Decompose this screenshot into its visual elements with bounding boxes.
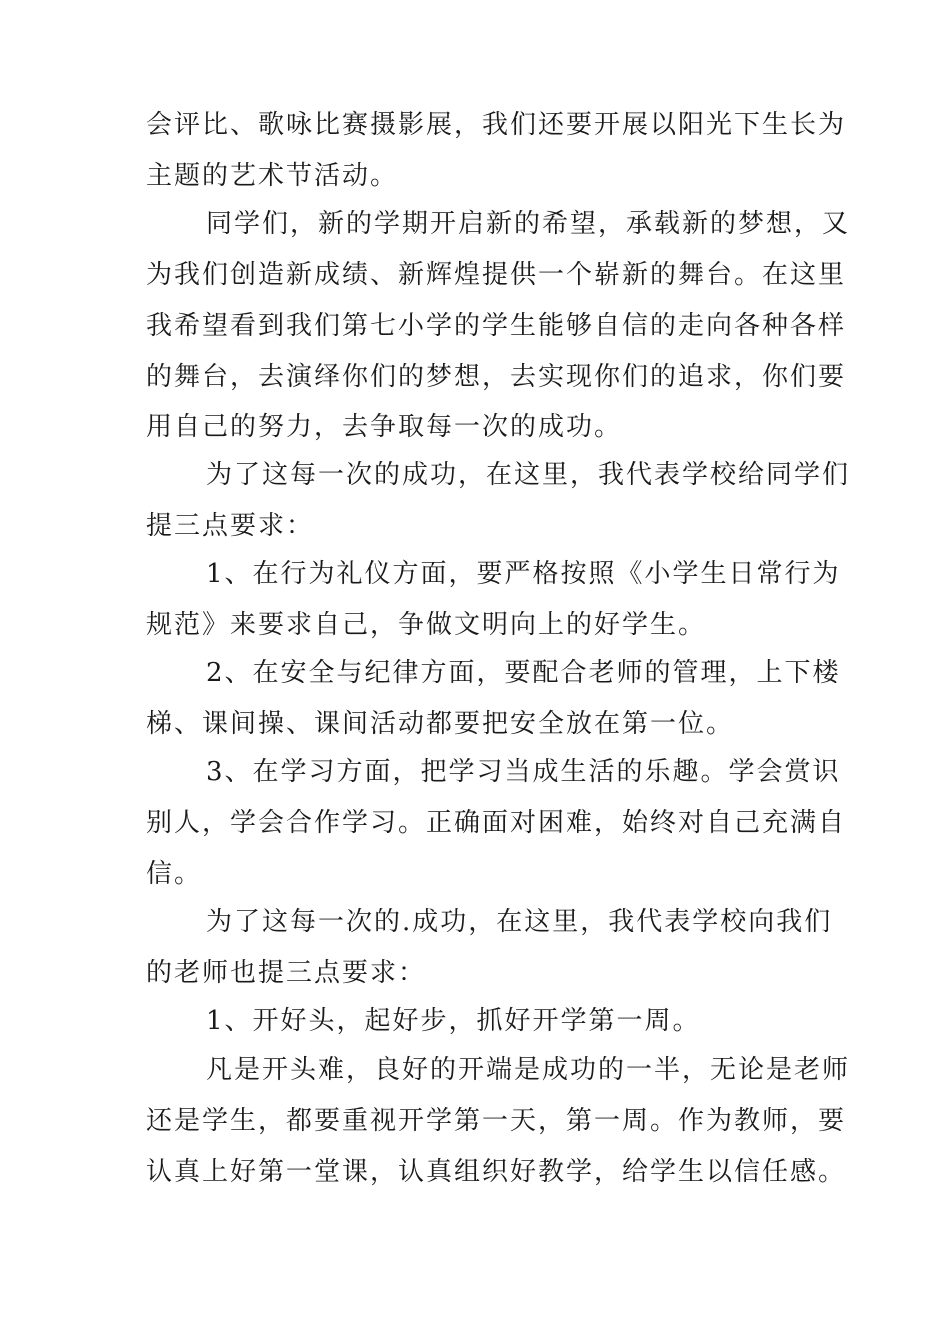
text-line: 提三点要求：	[146, 511, 315, 541]
text-line: 认真上好第一堂课，认真组织好教学，给学生以信任感。	[146, 1157, 847, 1187]
text-line: 梯、课间操、课间活动都要把安全放在第一位。	[146, 709, 735, 739]
text-line: 为我们创造新成绩、新辉煌提供一个崭新的舞台。在这里	[146, 260, 847, 290]
text-line: 我希望看到我们第七小学的学生能够自信的走向各种各样	[146, 311, 847, 341]
text-line: 还是学生，都要重视开学第一天，第一周。作为教师，要	[146, 1106, 847, 1136]
text-line: 凡是开头难，良好的开端是成功的一半，无论是老师	[206, 1055, 851, 1085]
text-line: 同学们，新的学期开启新的希望，承载新的梦想，又	[206, 209, 851, 239]
text-line: 用自己的努力，去争取每一次的成功。	[146, 412, 623, 442]
text-line: 2、在安全与纪律方面，要配合老师的管理，上下楼	[206, 658, 841, 688]
text-line: 为了这每一次的.成功，在这里，我代表学校向我们	[206, 907, 833, 937]
text-line: 信。	[146, 859, 203, 889]
text-line: 1、开好头，起好步，抓好开学第一周。	[206, 1006, 701, 1036]
text-line: 为了这每一次的成功，在这里，我代表学校给同学们	[206, 460, 851, 490]
text-line: 规范》来要求自己，争做文明向上的好学生。	[146, 610, 707, 640]
text-line: 会评比、歌咏比赛摄影展，我们还要开展以阳光下生长为	[146, 110, 847, 140]
text-line: 别人，学会合作学习。正确面对困难，始终对自己充满自	[146, 808, 847, 838]
text-line: 的舞台，去演绎你们的梦想，去实现你们的追求，你们要	[146, 362, 847, 392]
text-line: 1、在行为礼仪方面，要严格按照《小学生日常行为	[206, 559, 841, 589]
text-line: 3、在学习方面，把学习当成生活的乐趣。学会赏识	[206, 757, 841, 787]
text-line: 的老师也提三点要求：	[146, 958, 427, 988]
text-line: 主题的艺术节活动。	[146, 161, 399, 191]
